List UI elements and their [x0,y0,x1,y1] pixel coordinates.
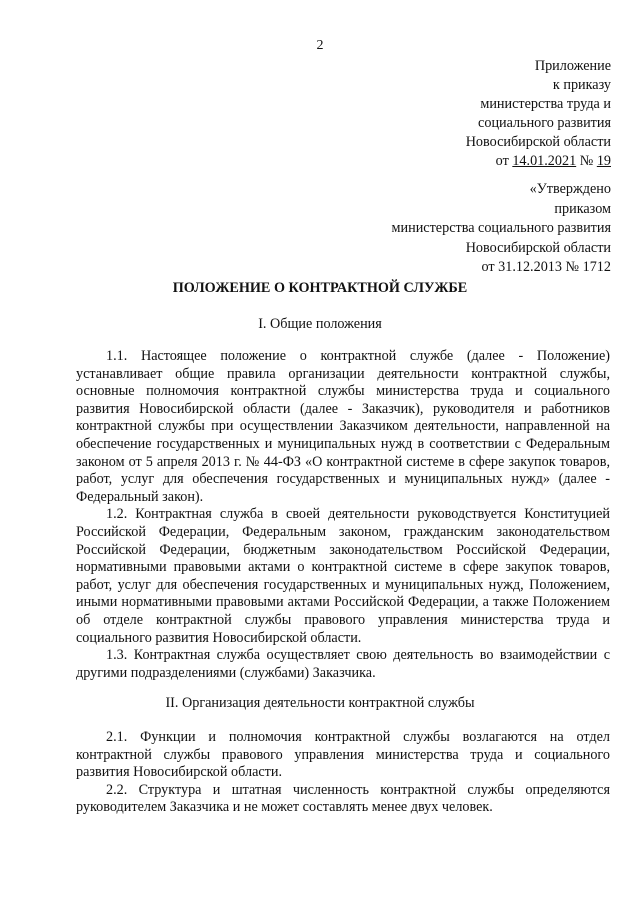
approved-line: Новосибирской области [465,239,611,256]
number-sign: № [576,153,597,169]
section-heading-organization: II. Организация деятельности контрактной службы [165,695,475,711]
approved-line: от 31.12.2013 № 1712 [481,259,611,275]
paragraph: 2.1. Функции и полномочия контрактной службы возлагаются на отдел контрактной службы правового управления министерства труда и социального развития Новосибирской области. [76,729,610,781]
paragraph: 1.1. Настоящее положение о контрактной службе (далее - Положение) устанавливает общие правила организации деятельности контрактной службы, основные полномочия контрактной службы министерства труда и социального развития Новосибирской области (далее - Заказчик), руководителя и работников контрактной службы при осуществлении Заказчиком деятельности, направленной на обеспечение государственных и муниципальных нужд в соответствии с Федеральным законом от 5 апреля 2013 г. № 44-ФЗ «О контрактной системе в сфере закупок товаров, работ, услуг для обеспечения государственных и муниципальных нужд» (далее - Федеральный закон). [76,348,610,505]
appendix-date-line [466,152,611,171]
date-prefix: от [495,153,513,169]
page-number: 2 [316,38,324,53]
approved-line: «Утверждено [529,181,611,197]
appendix-line: к приказу [552,77,611,93]
document-title: ПОЛОЖЕНИЕ О КОНТРАКТНОЙ СЛУЖБЕ [172,280,468,296]
approved-block [392,180,611,278]
appendix-line: Приложение [534,58,611,74]
order-number: 19 [596,153,611,169]
approved-line: министерства социального развития [391,220,611,236]
appendix-line: министерства труда и [480,96,611,112]
paragraph: 1.3. Контрактная служба осуществляет свою деятельность во взаимодействии с другими подразделениями (службами) Заказчика. [76,647,610,681]
section-body-general [76,348,610,682]
paragraph: 1.2. Контрактная служба в своей деятельности руководствуется Конституцией Российской Федерации, Федеральным законом, гражданским законодательством Российской Федерации, бюджетным законодательством Российской Федерации, нормативными правовыми актами о контрактной системе в сфере закупок товаров, работ, услуг для обеспечения государственных и муниципальных нужд, Положением, иными нормативными правовыми актами Российской Федерации, а также Положением об отделе контрактной службы правового управления министерства труда и социального развития Новосибирской области. [76,506,610,646]
section-heading-general: I. Общие положения [258,316,382,332]
paragraph: 2.2. Структура и штатная численность контрактной службы определяются руководителем Заказчика и не может составлять менее двух человек. [76,781,610,816]
appendix-block [466,57,611,171]
appendix-line: Новосибирской области [465,134,611,150]
section-body-organization [76,729,610,817]
approved-line: приказом [554,200,611,217]
order-date: 14.01.2021 [512,153,577,169]
appendix-line: социального развития [478,115,611,131]
